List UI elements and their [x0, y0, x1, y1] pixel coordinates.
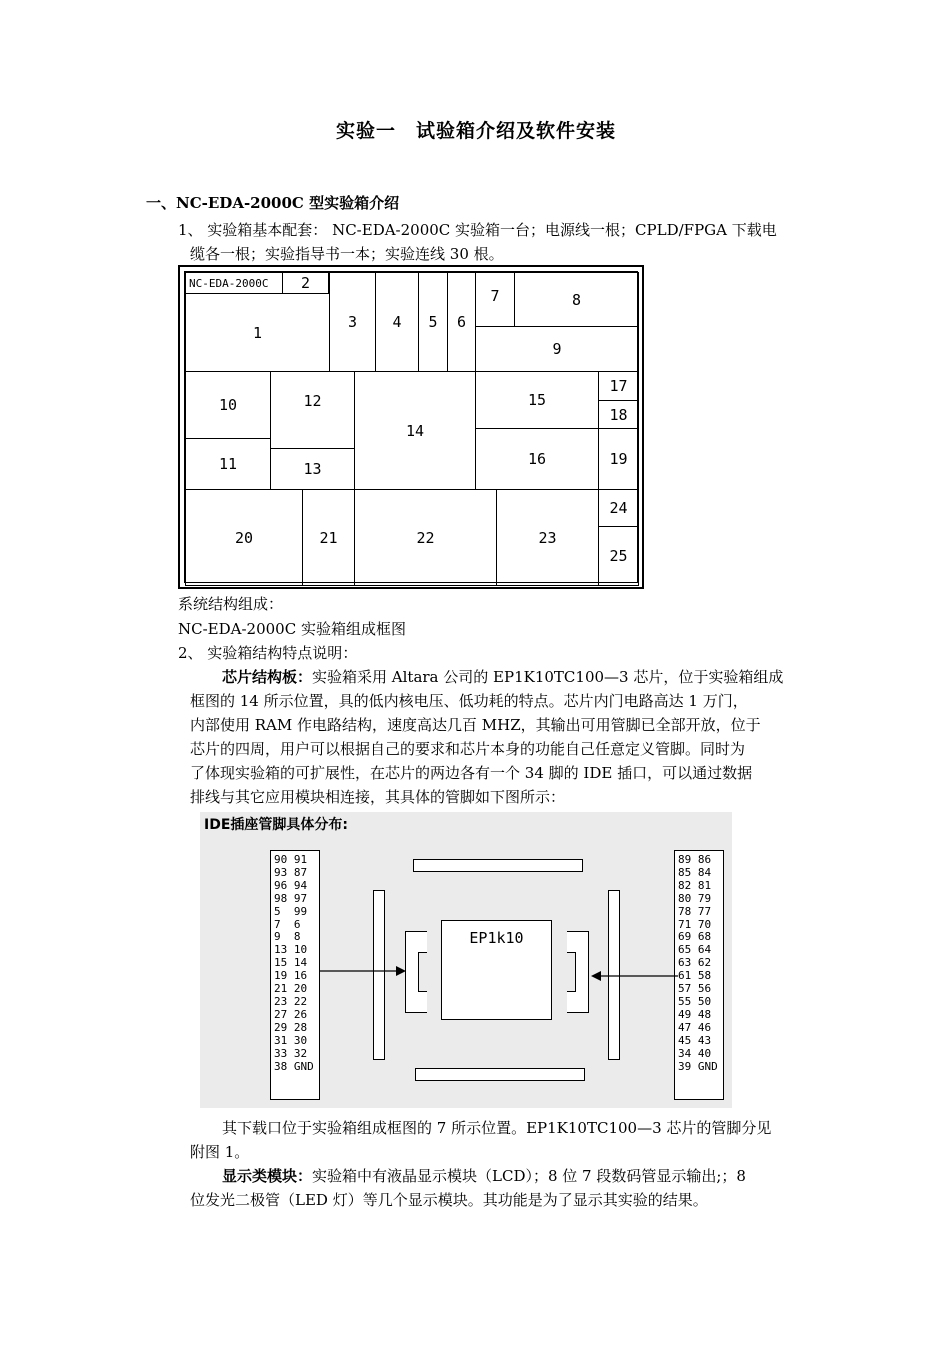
left-pin-pair: 93 87 [274, 865, 308, 879]
fpga-chip: EP1k10 [441, 920, 552, 1020]
block-16: 16 [475, 428, 599, 490]
left-pin-pair: 23 22 [274, 994, 308, 1008]
caption-diagram: NC-EDA-2000C 实验箱组成框图 [178, 620, 406, 638]
right-pin-pair: 49 48 [678, 1007, 712, 1021]
left-pin-pair: 29 28 [274, 1020, 308, 1034]
block-6: 6 [447, 272, 476, 372]
left-pin-pair: 31 30 [274, 1033, 308, 1047]
chip-para-line5: 了体现实验箱的可扩展性，在芯片的两边各有一个 34 脚的 IDE 插口，可以通过数据 [190, 764, 753, 782]
ide-diagram [200, 812, 732, 1108]
block-14: 14 [354, 371, 476, 490]
block-12: 12 [270, 371, 355, 449]
display-para-lead: 显示类模块： [222, 1167, 313, 1185]
right-pin-pair: 80 79 [678, 891, 712, 905]
chip-para-line6: 排线与其它应用模块相连接，其具体的管脚如下图所示： [190, 788, 566, 806]
block-2: 2 [282, 272, 329, 294]
download-para-line1: 其下载口位于实验箱组成框图的 7 所示位置。EP1K10TC100—3 芯片的管脚分见 [222, 1119, 772, 1137]
left-pin-pair: 15 14 [274, 956, 308, 970]
right-pin-pair: 63 62 [678, 956, 712, 970]
left-pin-pair: 96 94 [274, 878, 308, 892]
right-pin-pair: 85 84 [678, 865, 712, 879]
left-pin-pair: 13 10 [274, 943, 308, 957]
block-diagram [178, 265, 644, 589]
right-pin-pair: 39 GND [678, 1059, 718, 1073]
block-10: 10 [185, 371, 271, 439]
block-19: 19 [598, 428, 639, 490]
caption-system: 系统结构组成： [178, 595, 284, 613]
chip-para-line3: 内部使用 RAM 作电路结构，速度高达几百 MHZ，其输出可用管脚已全部开放，位于 [190, 716, 761, 734]
left-pin-pair: 90 91 [274, 853, 308, 866]
block-17: 17 [598, 371, 639, 401]
chip-para-line4: 芯片的四周，用户可以根据自己的要求和芯片本身的功能自己任意定义管脚。同时为 [190, 740, 746, 758]
block-25: 25 [598, 526, 639, 586]
left-pin-pair: 27 26 [274, 1007, 308, 1021]
left-pin-pair: 33 32 [274, 1046, 308, 1060]
display-para-text: 实验箱中有液晶显示模块（LCD）；8 位 7 段数码管显示输出;；8 [312, 1167, 746, 1185]
block-11: 11 [185, 438, 271, 490]
block-diagram-inner [184, 271, 638, 583]
block-8: 8 [514, 272, 639, 327]
right-pin-pair: 78 77 [678, 904, 712, 918]
left-pin-pair: 7 6 [274, 917, 301, 931]
right-pin-pair: 47 46 [678, 1020, 712, 1034]
chip-para-line1 [222, 665, 783, 689]
block-21: 21 [302, 489, 355, 586]
chip-para-text: 实验箱采用 Altara 公司的 EP1K10TC100—3 芯片，位于实验箱组成 [312, 668, 784, 686]
left-arrow-head [396, 966, 406, 976]
block-23: 23 [496, 489, 599, 586]
left-pin-pair: 5 99 [274, 904, 308, 918]
left-pin-pair: 38 GND [274, 1059, 314, 1073]
chip-para-line2: 框图的 14 所示位置，具的低内核电压、低功耗的特点。芯片内门电路高达 1 万门， [190, 692, 748, 710]
right-pin-pair: 65 64 [678, 943, 712, 957]
left-pin-pair: 21 20 [274, 982, 308, 996]
right-pin-pair: 69 68 [678, 930, 712, 944]
right-pin-pair: 71 70 [678, 917, 712, 931]
block-5: 5 [418, 272, 448, 372]
display-para-line1 [222, 1164, 746, 1188]
block-18: 18 [598, 400, 639, 429]
block-1: 1 [185, 293, 330, 372]
block-20: 20 [185, 489, 303, 586]
right-pin-pair: 89 86 [678, 853, 712, 866]
right-pin-pair: 82 81 [678, 878, 712, 892]
block-24: 24 [598, 489, 639, 527]
right-pin-pair: 34 40 [678, 1046, 712, 1060]
page-title: 实验一 试验箱介绍及软件安装 [335, 120, 616, 142]
display-para-line2: 位发光二极管（LED 灯）等几个显示模块。其功能是为了显示其实验的结果。 [190, 1191, 708, 1209]
right-arrow-head [591, 971, 601, 981]
right-pin-pair: 55 50 [678, 994, 712, 1008]
download-para-line2: 附图 1。 [190, 1143, 250, 1161]
right-pin-pair: 61 58 [678, 969, 712, 983]
block-13: 13 [270, 448, 355, 490]
right-pin-pair: 45 43 [678, 1033, 712, 1047]
block-22: 22 [354, 489, 497, 586]
arrow-overlay [200, 812, 732, 1108]
ide-title: IDE插座管脚具体分布: [204, 817, 348, 833]
left-pin-pair: 98 97 [274, 891, 308, 905]
board-label: NC-EDA-2000C [185, 272, 283, 294]
left-pin-pair: 9 8 [274, 930, 301, 944]
right-pin-pair: 57 56 [678, 982, 712, 996]
block-7: 7 [475, 272, 515, 327]
item2: 2、 实验箱结构特点说明： [178, 644, 358, 662]
block-9: 9 [475, 326, 639, 372]
block-3: 3 [329, 272, 376, 372]
left-pin-pair: 19 16 [274, 969, 308, 983]
item1-line2: 缆各一根；实验指导书一本；实验连线 30 根。 [190, 245, 504, 263]
chip-para-lead: 芯片结构板： [222, 668, 313, 686]
block-4: 4 [375, 272, 419, 372]
block-15: 15 [475, 371, 599, 429]
item1-line1: 1、 实验箱基本配套： NC-EDA-2000C 实验箱一台；电源线一根；CPLD/FPGA 下载电 [178, 221, 777, 239]
section-heading: 一、NC-EDA-2000C 型实验箱介绍 [146, 194, 400, 212]
